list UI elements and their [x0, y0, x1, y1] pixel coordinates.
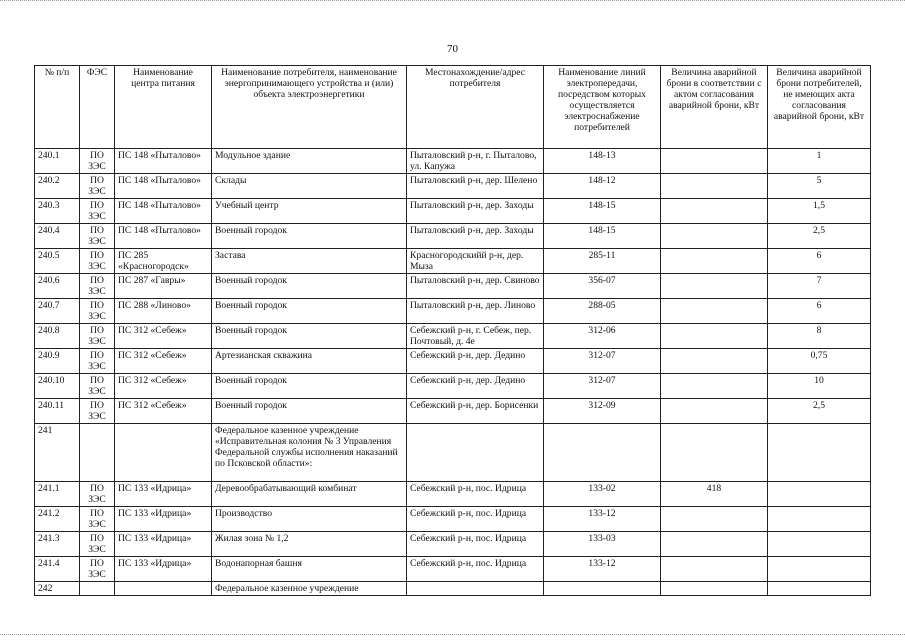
row-center: ПС 312 «Себеж»: [115, 324, 212, 349]
header-consumer: Наименование потребителя, наименование энергопринимающего устройства и (или) объекта электроэнергетики: [212, 66, 407, 149]
row-bron-noact: 6: [768, 299, 871, 324]
top-border: [0, 0, 905, 2]
row-fes: ПО ЗЭС: [80, 174, 115, 199]
row-center: ПС 148 «Пыталово»: [115, 224, 212, 249]
row-bron-noact: 6: [768, 249, 871, 274]
row-fes: ПО ЗЭС: [80, 349, 115, 374]
row-number: 241.2: [35, 507, 80, 532]
row-line: 133-12: [544, 507, 661, 532]
row-fes: ПО ЗЭС: [80, 507, 115, 532]
row-center: ПС 148 «Пыталово»: [115, 149, 212, 174]
row-bron-noact: [768, 507, 871, 532]
row-consumer: Артезианская скважина: [212, 349, 407, 374]
row-consumer: Деревообрабатывающий комбинат: [212, 482, 407, 507]
row-line: 148-13: [544, 149, 661, 174]
row-line: 133-03: [544, 532, 661, 557]
row-line: 288-05: [544, 299, 661, 324]
row-consumer: Учебный центр: [212, 199, 407, 224]
row-bron-act: [661, 299, 768, 324]
row-line: 285-11: [544, 249, 661, 274]
row-consumer: Водонапорная башня: [212, 557, 407, 582]
table-row: [35, 424, 871, 482]
header-num: № п/п: [35, 66, 80, 149]
table-row: [35, 174, 871, 199]
table-row: [35, 582, 871, 596]
row-consumer: Военный городок: [212, 399, 407, 424]
row-bron-noact: 7: [768, 274, 871, 299]
row-address: Себежский р-н, дер. Борисенки: [407, 399, 544, 424]
row-address: Пыталовский р-н, г. Пыталово, ул. Капужа: [407, 149, 544, 174]
row-fes: ПО ЗЭС: [80, 224, 115, 249]
row-number: 241.3: [35, 532, 80, 557]
row-bron-noact: 10: [768, 374, 871, 399]
row-center: ПС 148 «Пыталово»: [115, 174, 212, 199]
row-center: ПС 312 «Себеж»: [115, 349, 212, 374]
table-row: [35, 482, 871, 507]
row-bron-act: [661, 149, 768, 174]
row-bron-noact: 2,5: [768, 399, 871, 424]
row-number: 241: [35, 424, 80, 482]
row-fes: ПО ЗЭС: [80, 324, 115, 349]
row-center: ПС 288 «Линово»: [115, 299, 212, 324]
row-address: Пыталовский р-н, дер. Заходы: [407, 199, 544, 224]
row-bron-act: [661, 249, 768, 274]
table-row: [35, 224, 871, 249]
table-row: [35, 374, 871, 399]
row-number: 240.8: [35, 324, 80, 349]
row-consumer: Жилая зона № 1,2: [212, 532, 407, 557]
header-line: Наименование линий электропередачи, посредством которых осуществляется электроснабжение потребителей: [544, 66, 661, 149]
row-address: Себежский р-н, пос. Идрица: [407, 482, 544, 507]
header-bron-noact: Величина аварийной брони потребителей, не имеющих акта согласования аварийной брони, кВт: [768, 66, 871, 149]
row-center: ПС 148 «Пыталово»: [115, 199, 212, 224]
row-address: Себежский р-н, дер. Дедино: [407, 374, 544, 399]
row-number: 240.4: [35, 224, 80, 249]
row-bron-noact: 1,5: [768, 199, 871, 224]
row-fes: ПО ЗЭС: [80, 249, 115, 274]
row-bron-act: [661, 582, 768, 596]
row-address: [407, 424, 544, 482]
row-fes: ПО ЗЭС: [80, 274, 115, 299]
row-fes: ПО ЗЭС: [80, 299, 115, 324]
table-row: [35, 507, 871, 532]
row-fes: ПО ЗЭС: [80, 199, 115, 224]
row-consumer: Производство: [212, 507, 407, 532]
header-address: Местонахождение/адрес потребителя: [407, 66, 544, 149]
row-consumer: Федеральное казенное учреждение «Исправительная колония № 3 Управления Федеральной службы исполнения наказаний по Псковской области»:: [212, 424, 407, 482]
table-row: [35, 274, 871, 299]
row-number: 240.1: [35, 149, 80, 174]
row-address: Красногородскийй р-н, дер. Мыза: [407, 249, 544, 274]
row-consumer: Военный городок: [212, 374, 407, 399]
row-bron-act: [661, 349, 768, 374]
row-consumer: Военный городок: [212, 299, 407, 324]
row-bron-act: [661, 274, 768, 299]
row-number: 240.7: [35, 299, 80, 324]
row-consumer: Застава: [212, 249, 407, 274]
row-consumer: Военный городок: [212, 274, 407, 299]
row-bron-noact: [768, 557, 871, 582]
row-address: Себежский р-н, дер. Дедино: [407, 349, 544, 374]
table-row: [35, 199, 871, 224]
row-center: [115, 582, 212, 596]
row-line: 312-06: [544, 324, 661, 349]
row-line: [544, 582, 661, 596]
row-number: 241.4: [35, 557, 80, 582]
table-row: [35, 399, 871, 424]
row-address: [407, 582, 544, 596]
row-center: ПС 133 «Идрица»: [115, 507, 212, 532]
row-bron-noact: [768, 582, 871, 596]
row-bron-noact: 1: [768, 149, 871, 174]
row-bron-noact: 8: [768, 324, 871, 349]
header-fes: ФЭС: [80, 66, 115, 149]
row-address: Себежский р-н, пос. Идрица: [407, 532, 544, 557]
row-number: 240.3: [35, 199, 80, 224]
row-address: Себежский р-н, пос. Идрица: [407, 557, 544, 582]
row-address: Себежский р-н, г. Себеж, пер. Почтовый, д. 4е: [407, 324, 544, 349]
row-bron-noact: 5: [768, 174, 871, 199]
header-bron-act: Величина аварийной брони в соответствии с актом согласования аварийной брони, кВт: [661, 66, 768, 149]
table-row: [35, 324, 871, 349]
row-fes: ПО ЗЭС: [80, 532, 115, 557]
row-line: 312-07: [544, 349, 661, 374]
row-bron-act: [661, 224, 768, 249]
row-consumer: Военный городок: [212, 324, 407, 349]
row-bron-noact: [768, 424, 871, 482]
table-row: [35, 249, 871, 274]
row-number: 240.2: [35, 174, 80, 199]
row-line: 133-12: [544, 557, 661, 582]
row-center: ПС 312 «Себеж»: [115, 374, 212, 399]
header-row: [35, 66, 871, 149]
row-address: Пыталовский р-н, дер. Шелено: [407, 174, 544, 199]
row-center: [115, 424, 212, 482]
row-number: 240.6: [35, 274, 80, 299]
row-line: 356-07: [544, 274, 661, 299]
row-bron-act: [661, 507, 768, 532]
row-fes: ПО ЗЭС: [80, 374, 115, 399]
row-line: 312-07: [544, 374, 661, 399]
row-bron-noact: 2,5: [768, 224, 871, 249]
row-bron-act: 418: [661, 482, 768, 507]
row-line: 148-15: [544, 224, 661, 249]
row-line: 148-12: [544, 174, 661, 199]
row-bron-act: [661, 199, 768, 224]
row-address: Себежский р-н, пос. Идрица: [407, 507, 544, 532]
row-bron-noact: 0,75: [768, 349, 871, 374]
bottom-border: [0, 634, 905, 636]
row-center: ПС 133 «Идрица»: [115, 532, 212, 557]
row-consumer: Склады: [212, 174, 407, 199]
row-number: 240.9: [35, 349, 80, 374]
table-row: [35, 299, 871, 324]
row-bron-act: [661, 174, 768, 199]
table-row: [35, 149, 871, 174]
consumers-table: [34, 65, 871, 596]
row-number: 240.5: [35, 249, 80, 274]
row-number: 241.1: [35, 482, 80, 507]
row-bron-act: [661, 374, 768, 399]
row-fes: ПО ЗЭС: [80, 149, 115, 174]
row-bron-noact: [768, 532, 871, 557]
row-line: [544, 424, 661, 482]
row-fes: ПО ЗЭС: [80, 557, 115, 582]
row-fes: [80, 424, 115, 482]
row-number: 240.11: [35, 399, 80, 424]
row-fes: ПО ЗЭС: [80, 482, 115, 507]
row-center: ПС 133 «Идрица»: [115, 557, 212, 582]
row-bron-noact: [768, 482, 871, 507]
row-fes: [80, 582, 115, 596]
page-number: 70: [447, 43, 458, 55]
row-consumer: Модульное здание: [212, 149, 407, 174]
row-center: ПС 285 «Красногородск»: [115, 249, 212, 274]
row-bron-act: [661, 399, 768, 424]
row-line: 133-02: [544, 482, 661, 507]
row-number: 240.10: [35, 374, 80, 399]
row-address: Пыталовский р-н, дер. Свиново: [407, 274, 544, 299]
table-row: [35, 532, 871, 557]
row-consumer: Федеральное казенное учреждение: [212, 582, 407, 596]
row-fes: ПО ЗЭС: [80, 399, 115, 424]
row-center: ПС 133 «Идрица»: [115, 482, 212, 507]
row-bron-act: [661, 532, 768, 557]
row-line: 312-09: [544, 399, 661, 424]
row-bron-act: [661, 424, 768, 482]
header-center: Наименование центра питания: [115, 66, 212, 149]
row-bron-act: [661, 557, 768, 582]
row-center: ПС 287 «Гавры»: [115, 274, 212, 299]
row-number: 242: [35, 582, 80, 596]
row-bron-act: [661, 324, 768, 349]
table-row: [35, 349, 871, 374]
row-address: Пыталовский р-н, дер. Заходы: [407, 224, 544, 249]
table-row: [35, 557, 871, 582]
row-consumer: Военный городок: [212, 224, 407, 249]
row-center: ПС 312 «Себеж»: [115, 399, 212, 424]
row-line: 148-15: [544, 199, 661, 224]
row-address: Пыталовский р-н, дер. Линово: [407, 299, 544, 324]
